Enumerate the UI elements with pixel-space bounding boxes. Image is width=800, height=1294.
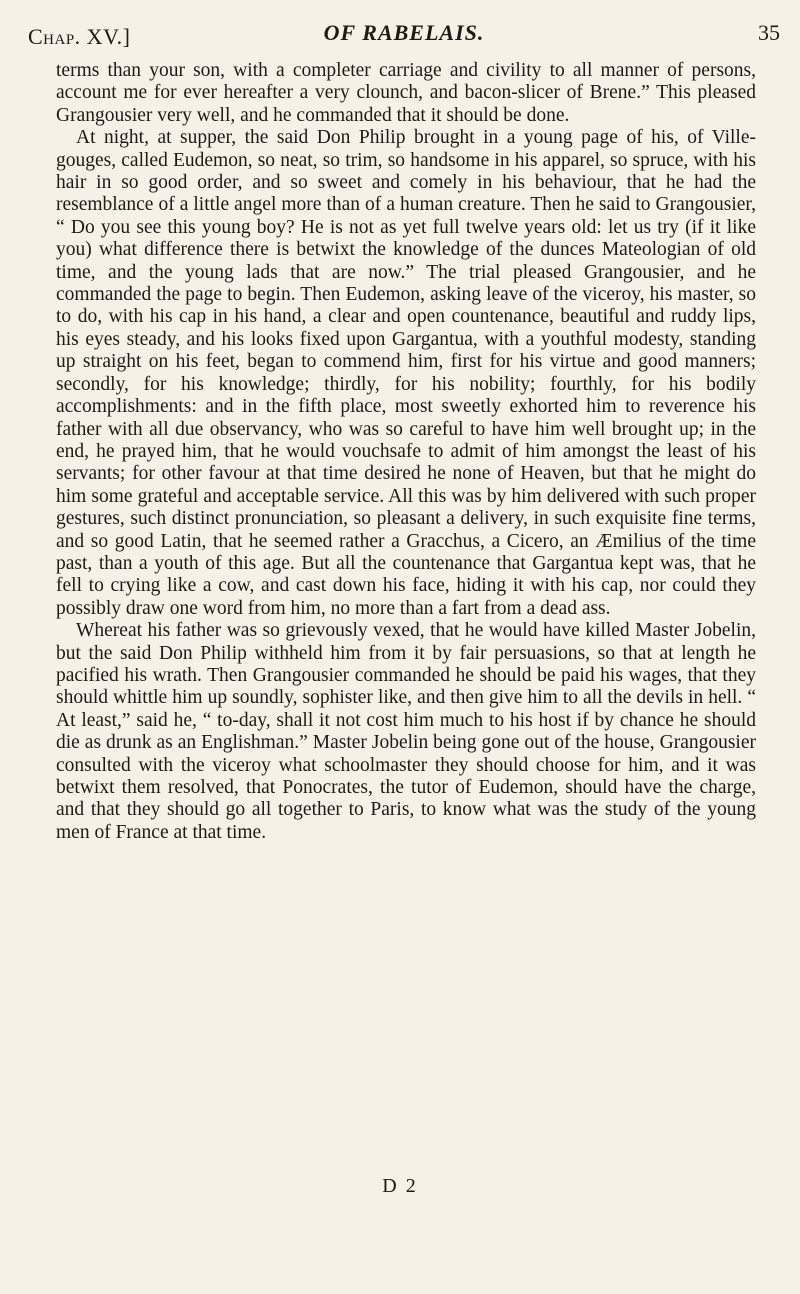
signature-mark: D 2 [382, 1175, 418, 1197]
running-head [28, 16, 780, 56]
running-title: OF RABELAIS. [323, 20, 485, 45]
body-text [56, 60, 756, 844]
chapter-reference: Chap. XV.] [28, 24, 131, 49]
page-number: 35 [758, 20, 780, 45]
paragraph-continued: terms than your son, with a completer carriage and civility to all manner of persons, account me for ever hereafter a very clounch, and bacon-slicer of Brene.” This pleased Grangousier very well, and he commanded that it should be done. [56, 60, 756, 126]
paragraph-jobelin: Whereat his father was so grievously vexed, that he would have killed Master Jobelin, but the said Don Philip withheld him from it by fair persuasions, so that at length he pacified his wrath. Then Grangousier commanded he should be paid his wages, that they should whittle him up soundly, sophister like, and then give him to all the devils in hell. “ At least,” said he, “ to-day, shall it not cost him much to his host if by chance he should die as drunk as an Englishman.” Master Jobelin being gone out of the house, Grangousier consulted with the viceroy what schoolmaster they should choose for him, and it was betwixt them resolved, that Ponocrates, the tutor of Eudemon, should have the charge, and that they should go all together to Paris, to know what was the study of the young men of France at that time. [56, 620, 756, 843]
paragraph-eudemon: At night, at supper, the said Don Philip brought in a young page of his, of Ville-gouges, called Eudemon, so neat, so trim, so handsome in his apparel, so spruce, with his hair in so good order, and so sweet and comely in his behaviour, that he had the resemblance of a little angel more than of a human creature. Then he said to Grangousier, “ Do you see this young boy? He is not as yet full twelve years old: let us try (if it like you) what difference there is betwixt the knowledge of the dunces Mateologian of old time, and the young lads that are now.” The trial pleased Grangousier, and he commanded the page to begin. Then Eudemon, asking leave of the viceroy, his master, so to do, with his cap in his hand, a clear and open countenance, beautiful and ruddy lips, his eyes steady, and his looks fixed upon Gargantua, with a youthful modesty, standing up straight on his feet, began to commend him, first for his virtue and good manners; secondly, for his knowledge; thirdly, for his nobility; fourthly, for his bodily accomplishments: and in the fifth place, most sweetly exhorted him to reverence his father with all due observancy, who was so careful to have him well brought up; in the end, he prayed him, that he would vouchsafe to admit of him amongst the least of his servants; for other favour at that time desired he none of Heaven, but that he might do him some grateful and acceptable service. All this was by him delivered with such proper gestures, such distinct pronunciation, so pleasant a delivery, in such exquisite fine terms, and so good Latin, that he seemed rather a Gracchus, a Cicero, an Æmilius of the time past, than a youth of this age. But all the countenance that Gargantua kept was, that he fell to crying like a cow, and cast down his face, hiding it with his cap, nor could they possibly draw one word from him, no more than a fart from a dead ass. [56, 127, 756, 619]
